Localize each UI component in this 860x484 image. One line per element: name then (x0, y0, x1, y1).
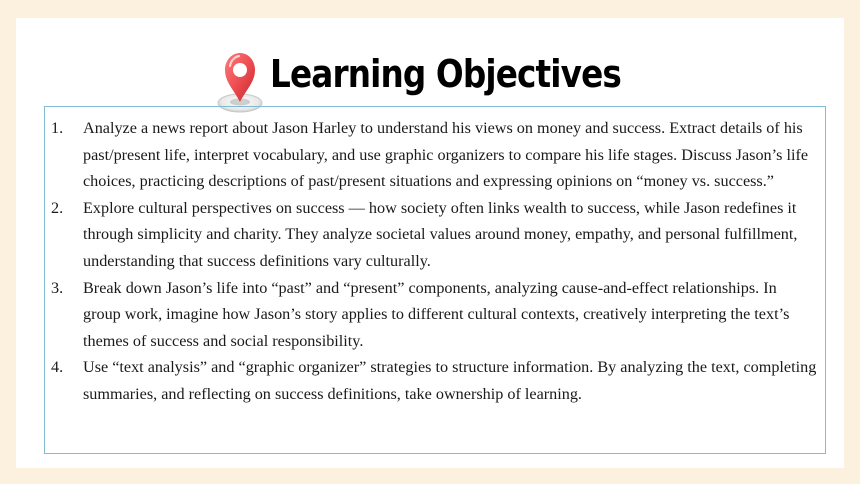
objective-item (51, 275, 817, 355)
objective-number: 2. (51, 198, 64, 217)
slide (16, 18, 844, 468)
objective-text: Break down Jason’s life into “past” and “present” components, analyzing cause-and-effect relationships. In group work, imagine how Jason’s story applies to different cultural contexts, creatively interpreting the text’s themes of success and social responsibility. (83, 278, 790, 350)
objective-text: Use “text analysis” and “graphic organizer” strategies to structure information. By analyzing the text, completing summaries, and reflecting on success definitions, take ownership of learning. (83, 358, 817, 403)
objective-item (51, 354, 817, 407)
objective-item (51, 115, 817, 195)
objective-number: 4. (51, 358, 64, 377)
objective-text: Explore cultural perspectives on success — how society often links wealth to success, while Jason redefines it through simplicity and charity. They analyze societal values around money, empathy, and personal fulfillment, understanding that success definitions vary culturally. (83, 198, 798, 270)
objective-text: Analyze a news report about Jason Harley to understand his views on money and success. Extract details of his past/present life, interpret vocabulary, and use graphic organizers to compare his life stages. Discuss Jason’s life choices, practicing descriptions of past/present situations and expressing opinions on “money vs. success.” (83, 119, 809, 191)
objectives-box (44, 106, 826, 454)
objective-number: 3. (51, 278, 64, 297)
objective-number: 1. (51, 119, 64, 137)
objective-item (51, 195, 817, 275)
page-title: Learning Objectives (270, 52, 621, 96)
objectives-list (51, 115, 817, 408)
